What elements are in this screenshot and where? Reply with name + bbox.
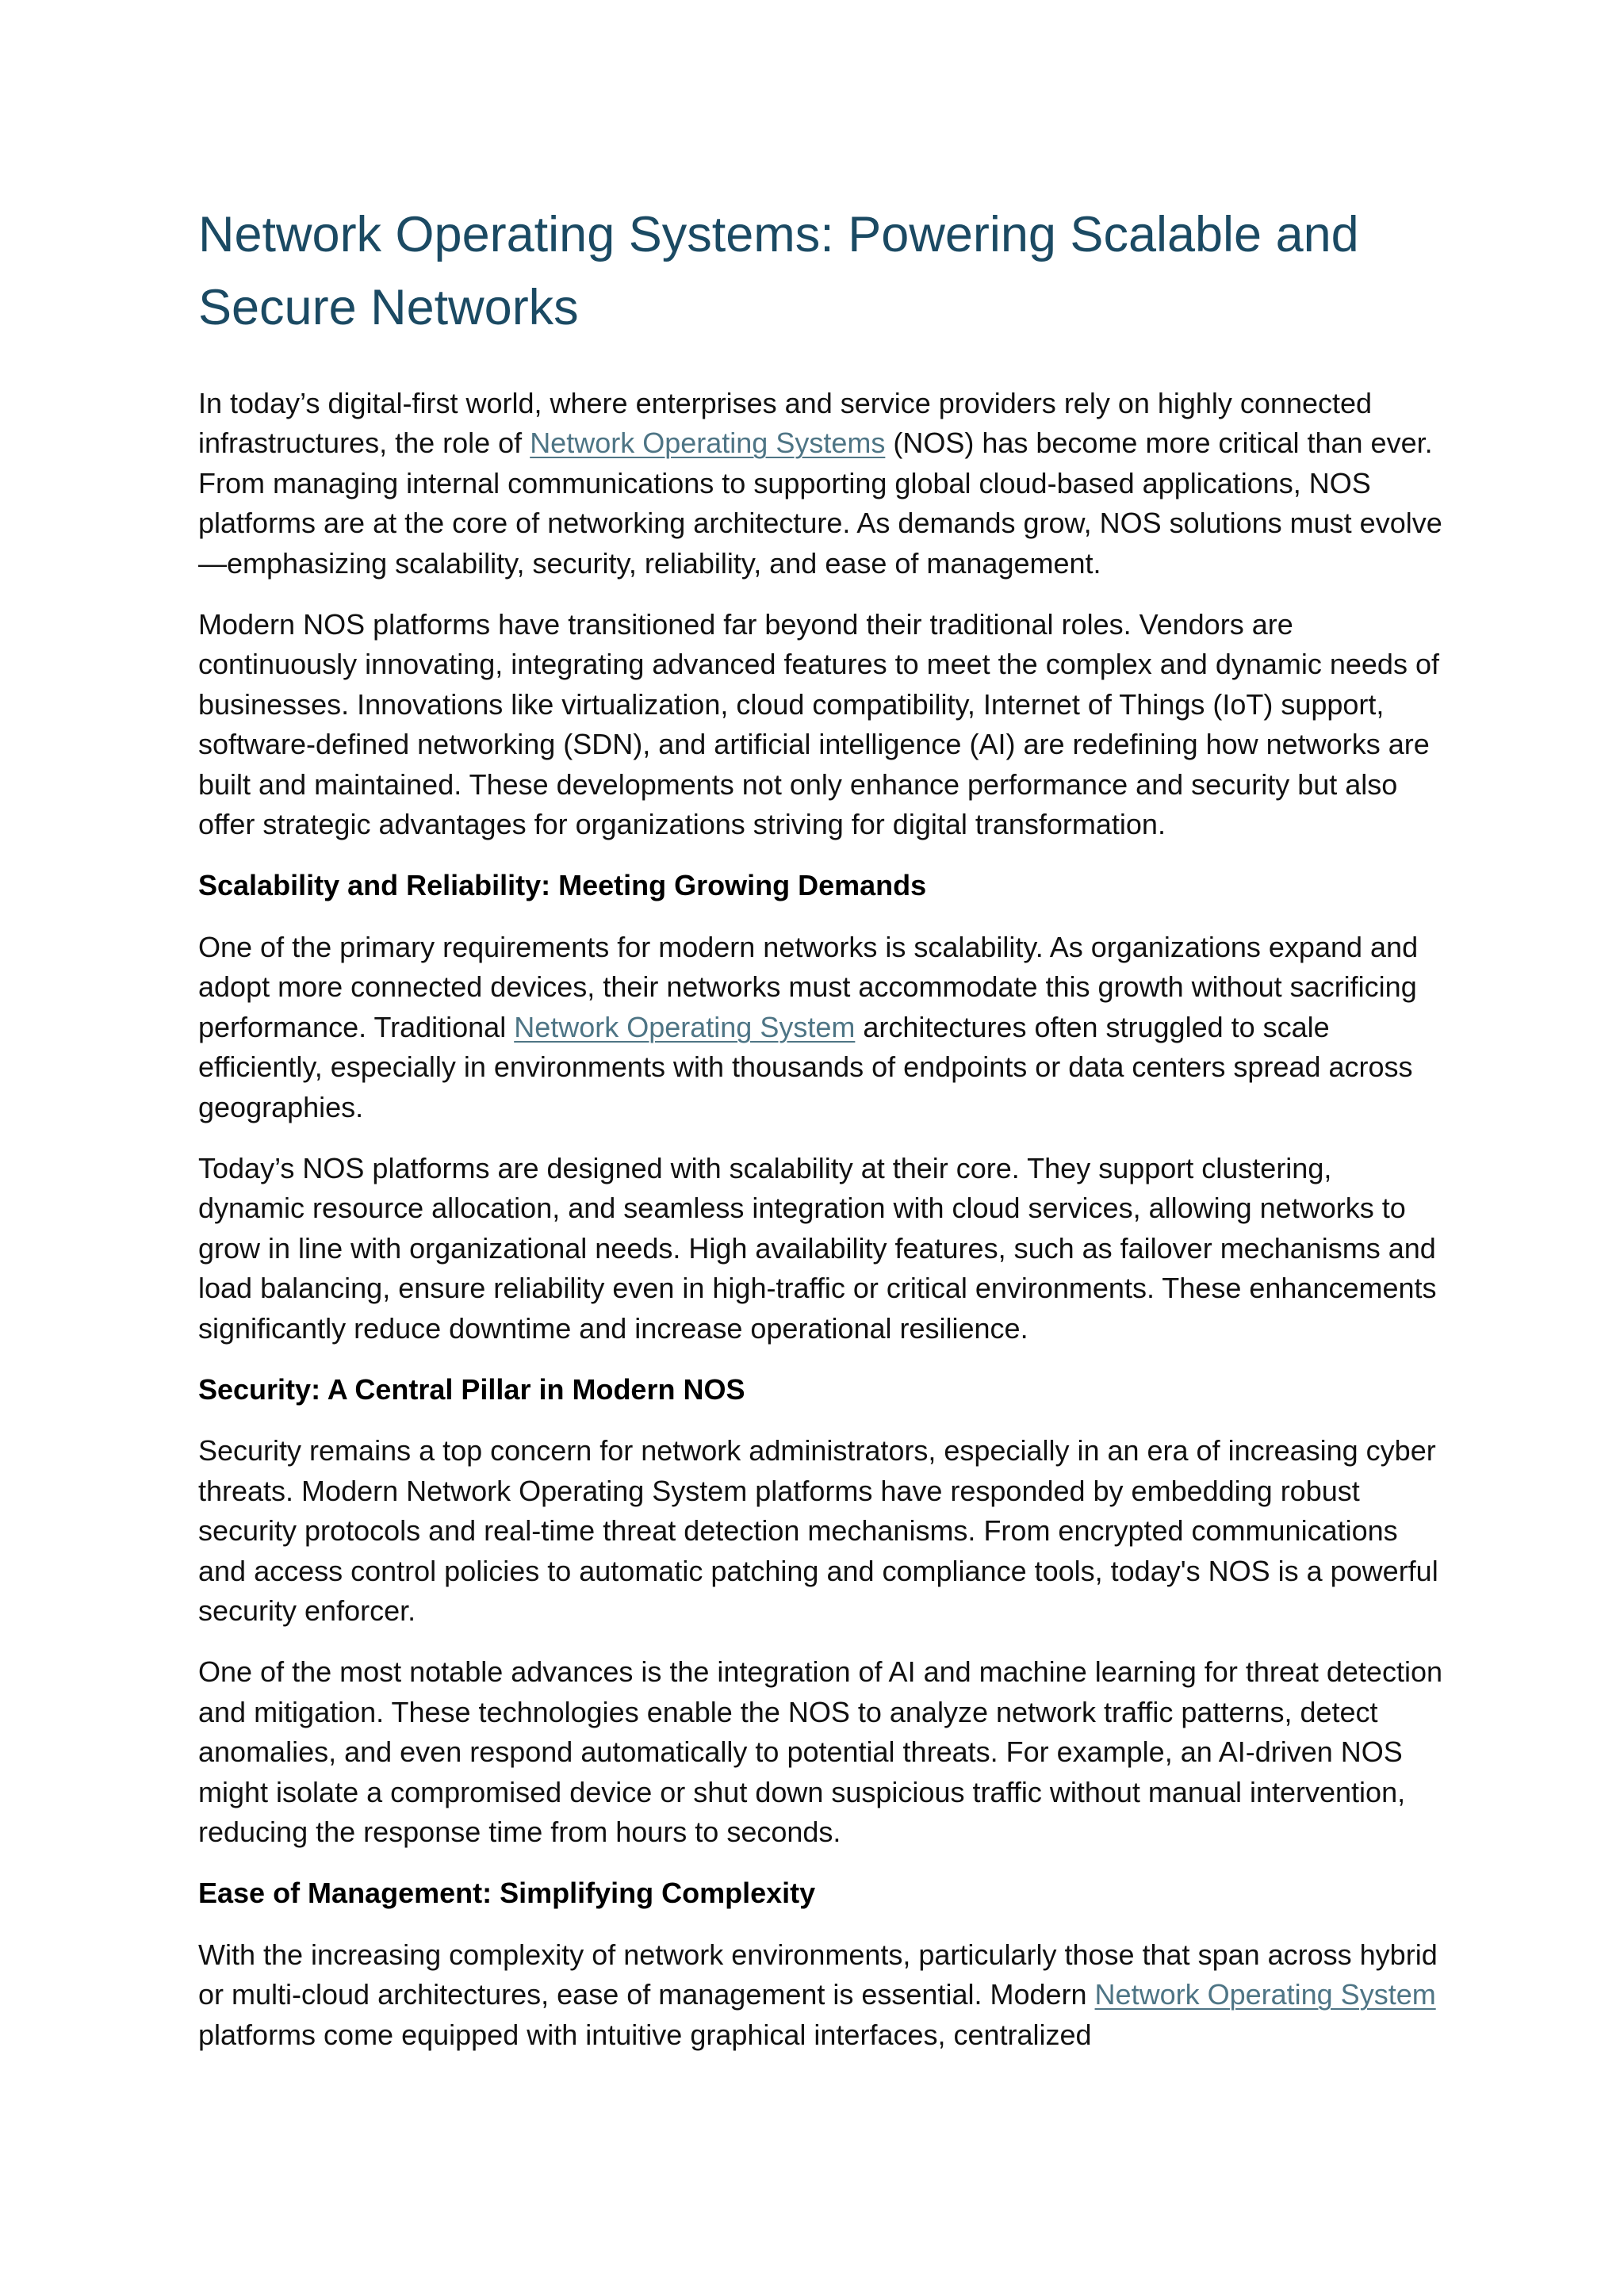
management-paragraph-1-text-b: platforms come equipped with intuitive graphical interfaces, centralized [198,2018,1092,2051]
network-operating-system-link-2[interactable]: Network Operating System [1094,1978,1436,2011]
intro-paragraph-2: Modern NOS platforms have transitioned far beyond their traditional roles. Vendors are continuously innovating, integrating advanced features to meet the complex and dynamic needs of businesses. Innovations like virtualization, cloud compatibility, Internet of Things (IoT) support, software-defined networking (SDN), and artificial intelligence (AI) are redefining how networks are built and maintained. These developments not only enhance performance and security but also offer strategic advantages for organizations striving for digital transformation. [198,608,1439,841]
management-heading: Ease of Management: Simplifying Complexity [198,1877,816,1910]
network-operating-systems-link[interactable]: Network Operating Systems [530,427,886,460]
scalability-paragraph-1-text-a: One of the primary requirements for modern networks is scalability. As organizations expand and adopt more connected devices, their networks must accommodate this growth without sacrificing performance. Traditional [198,930,1419,1043]
scalability-heading: Scalability and Reliability: Meeting Growing Demands [198,869,927,902]
document-page [198,198,1443,2076]
security-paragraph-1: Security remains a top concern for network administrators, especially in an era of increasing cyber threats. Modern Network Operating System platforms have responded by embedding robust security protocols and real-time threat detection mechanisms. From encrypted communications and access control policies to automatic patching and compliance tools, today's NOS is a powerful security enforcer. [198,1434,1438,1627]
page-title: Network Operating Systems: Powering Scalable and Secure Networks [198,207,1359,335]
security-heading: Security: A Central Pillar in Modern NOS [198,1372,745,1406]
intro-paragraph-1-text-b: (NOS) has become more critical than ever. From managing internal communications to supporting global cloud-based applications, NOS platforms are at the core of networking architecture. As demands grow, NOS solutions must evolve—emphasizing scalability, security, reliability, and ease of management. [198,427,1442,580]
scalability-paragraph-1 [198,928,1443,1127]
management-paragraph-1-text-a: With the increasing complexity of network environments, particularly those that span across hybrid or multi-cloud architectures, ease of management is essential. Modern [198,1938,1438,2011]
scalability-paragraph-1-text-b: architectures often struggled to scale efficiently, especially in environments with thousands of endpoints or data centers spread across geographies. [198,1010,1413,1123]
intro-paragraph-1-text-a: In today’s digital-first world, where enterprises and service providers rely on highly connected infrastructures, the role of [198,387,1373,460]
network-operating-system-link-1[interactable]: Network Operating System [514,1010,856,1043]
management-paragraph-1 [198,1935,1443,2055]
intro-paragraph-1 [198,384,1443,584]
scalability-paragraph-2: Today’s NOS platforms are designed with scalability at their core. They support clustering, dynamic resource allocation, and seamless integration with cloud services, allowing networks to grow in line with organizational needs. High availability features, such as failover mechanisms and load balancing, ensure reliability even in high-traffic or critical environments. These enhancements significantly reduce downtime and increase operational resilience. [198,1151,1437,1345]
security-paragraph-2: One of the most notable advances is the integration of AI and machine learning for threat detection and mitigation. These technologies enable the NOS to analyze network traffic patterns, detect anomalies, and even respond automatically to potential threats. For example, an AI-driven NOS might isolate a compromised device or shut down suspicious traffic without manual intervention, reducing the response time from hours to seconds. [198,1655,1442,1848]
